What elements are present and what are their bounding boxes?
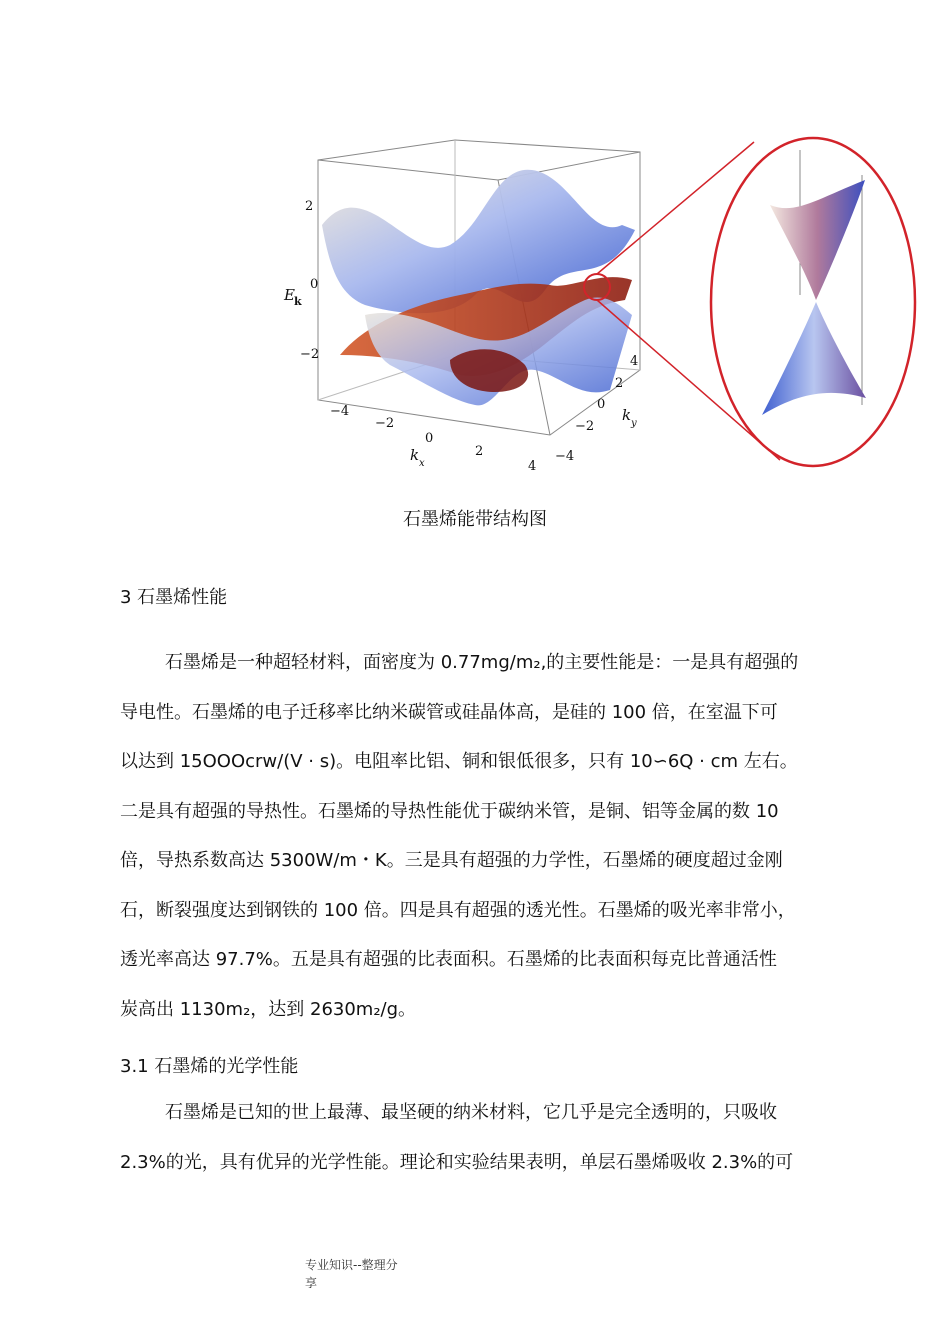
ky-tick-label: −2 — [575, 419, 595, 434]
footer-line: 专业知识--整理分 — [305, 1258, 398, 1272]
e-tick-label: 2 — [305, 199, 314, 214]
kx-tick-label: −4 — [330, 404, 350, 419]
paragraph-line: 倍，导热系数高达 5300W/m・K。三是具有超强的力学性，石墨烯的硬度超过金刚 — [120, 850, 783, 871]
kx-tick-label: −2 — [375, 416, 395, 431]
section-paragraph — [120, 638, 865, 1034]
band-structure-plot — [270, 130, 930, 475]
ky-tick-label: 2 — [615, 376, 624, 391]
ky-tick-label: −4 — [555, 449, 575, 464]
subsection-paragraph — [120, 1088, 865, 1187]
paragraph-line: 二是具有超强的导热性。石墨烯的导热性能优于碳纳米管，是铜、铝等金属的数 10 — [120, 800, 779, 822]
kx-axis-subscript: x — [419, 458, 425, 469]
kx-tick-label: 0 — [425, 431, 434, 446]
paragraph-line: 透光率高达 97.7%。五是具有超强的比表面积。石墨烯的比表面积每克比普通活性 — [120, 949, 777, 970]
paragraph-line: 以达到 15OOOcrw/(V · s)。电阻率比铝、铜和银低很多，只有 10∽6Q · cm 左右。 — [120, 751, 798, 772]
e-tick-label: 0 — [310, 277, 319, 292]
footer-line: 享 — [305, 1276, 318, 1290]
e-axis-label: E — [284, 286, 295, 304]
zoom-ellipse — [711, 138, 915, 466]
paragraph-line: 2.3%的光，具有优异的光学性能。理论和实验结果表明，单层石墨烯吸收 2.3%的可 — [120, 1151, 794, 1173]
paragraph-line: 炭高出 1130m₂，达到 2630m₂/g。 — [120, 998, 417, 1020]
e-axis-subscript: k — [294, 295, 302, 308]
subsection-heading: 3.1 石墨烯的光学性能 — [120, 1056, 299, 1077]
section-heading: 3 石墨烯性能 — [120, 587, 228, 608]
e-tick-label: −2 — [300, 347, 320, 362]
paragraph-line: 导电性。石墨烯的电子迁移率比纳米碳管或硅晶体高，是硅的 100 倍，在室温下可 — [120, 701, 778, 723]
paragraph-line: 石，断裂强度达到钢铁的 100 倍。四是具有超强的透光性。石墨烯的吸光率非常小， — [120, 899, 796, 921]
kx-axis-label: k — [410, 446, 420, 464]
band-structure-figure — [270, 130, 930, 475]
kx-tick-label: 4 — [528, 459, 537, 474]
paragraph-line: 石墨烯是已知的世上最薄、最坚硬的纳米材料，它几乎是完全透明的，只吸收 — [165, 1102, 777, 1123]
ky-tick-label: 4 — [630, 354, 639, 369]
paragraph-line: 石墨烯是一种超轻材料，面密度为 0.77mg/m₂,的主要性能是：一是具有超强的 — [165, 652, 799, 673]
ky-axis-subscript: y — [631, 418, 637, 429]
page-footer — [305, 1256, 415, 1292]
ky-axis-label: k — [622, 406, 632, 424]
kx-tick-label: 2 — [475, 444, 484, 459]
figure-caption: 石墨烯能带结构图 — [403, 509, 547, 530]
ky-tick-label: 0 — [597, 397, 606, 412]
